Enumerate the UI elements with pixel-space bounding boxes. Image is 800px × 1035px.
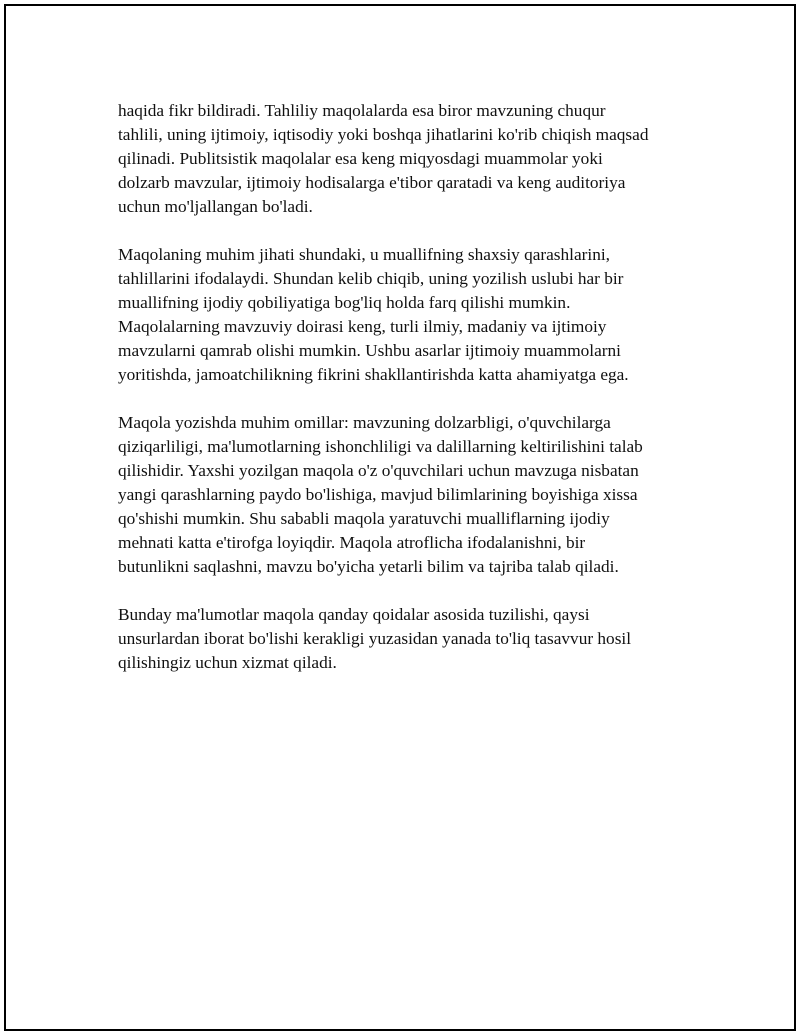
text-line: Maqolaning muhim jihati shundaki, u muallifning shaxsiy qarashlarini,: [118, 245, 610, 264]
text-line: Maqola yozishda muhim omillar: mavzuning dolzarbligi, o'quvchilarga: [118, 413, 611, 432]
text-line: yangi qarashlarning paydo bo'lishiga, mavjud bilimlarining boyishiga xissa: [118, 485, 638, 504]
text-line: haqida fikr bildiradi. Tahliliy maqolalarda esa biror mavzuning chuqur: [118, 101, 606, 120]
text-line: qo'shishi mumkin. Shu sababli maqola yaratuvchi mualliflarning ijodiy: [118, 509, 610, 528]
text-line: yoritishda, jamoatchilikning fikrini shakllantirishda katta ahamiyatga ega.: [118, 365, 629, 384]
text-line: uchun mo'ljallangan bo'ladi.: [118, 197, 313, 216]
text-line: qilishingiz uchun xizmat qiladi.: [118, 653, 337, 672]
text-line: dolzarb mavzular, ijtimoiy hodisalarga e'tibor qaratadi va keng auditoriya: [118, 173, 626, 192]
text-line: Bunday ma'lumotlar maqola qanday qoidalar asosida tuzilishi, qaysi: [118, 605, 590, 624]
document-body: [118, 99, 684, 699]
document-page: [4, 4, 796, 1031]
text-line: qilinadi. Publitsistik maqolalar esa keng miqyosdagi muammolar yoki: [118, 149, 603, 168]
paragraph-1: [118, 99, 684, 219]
text-line: tahlili, uning ijtimoiy, iqtisodiy yoki boshqa jihatlarini ko'rib chiqish maqsad: [118, 125, 649, 144]
text-line: butunlikni saqlashni, mavzu bo'yicha yetarli bilim va tajriba talab qiladi.: [118, 557, 619, 576]
paragraph-3: [118, 411, 684, 579]
paragraph-2: [118, 243, 684, 387]
text-line: qiziqarliligi, ma'lumotlarning ishonchliligi va dalillarning keltirilishini talab: [118, 437, 643, 456]
text-line: mehnati katta e'tirofga loyiqdir. Maqola atroflicha ifodalanishni, bir: [118, 533, 586, 552]
text-line: mavzularni qamrab olishi mumkin. Ushbu asarlar ijtimoiy muammolarni: [118, 341, 621, 360]
text-line: qilishidir. Yaxshi yozilgan maqola o'z o'quvchilari uchun mavzuga nisbatan: [118, 461, 639, 480]
text-line: muallifning ijodiy qobiliyatiga bog'liq holda farq qilishi mumkin.: [118, 293, 571, 312]
text-line: tahlillarini ifodalaydi. Shundan kelib chiqib, uning yozilish uslubi har bir: [118, 269, 624, 288]
text-line: unsurlardan iborat bo'lishi kerakligi yuzasidan yanada to'liq tasavvur hosil: [118, 629, 632, 648]
text-line: Maqolalarning mavzuviy doirasi keng, turli ilmiy, madaniy va ijtimoiy: [118, 317, 607, 336]
paragraph-4: [118, 603, 684, 675]
